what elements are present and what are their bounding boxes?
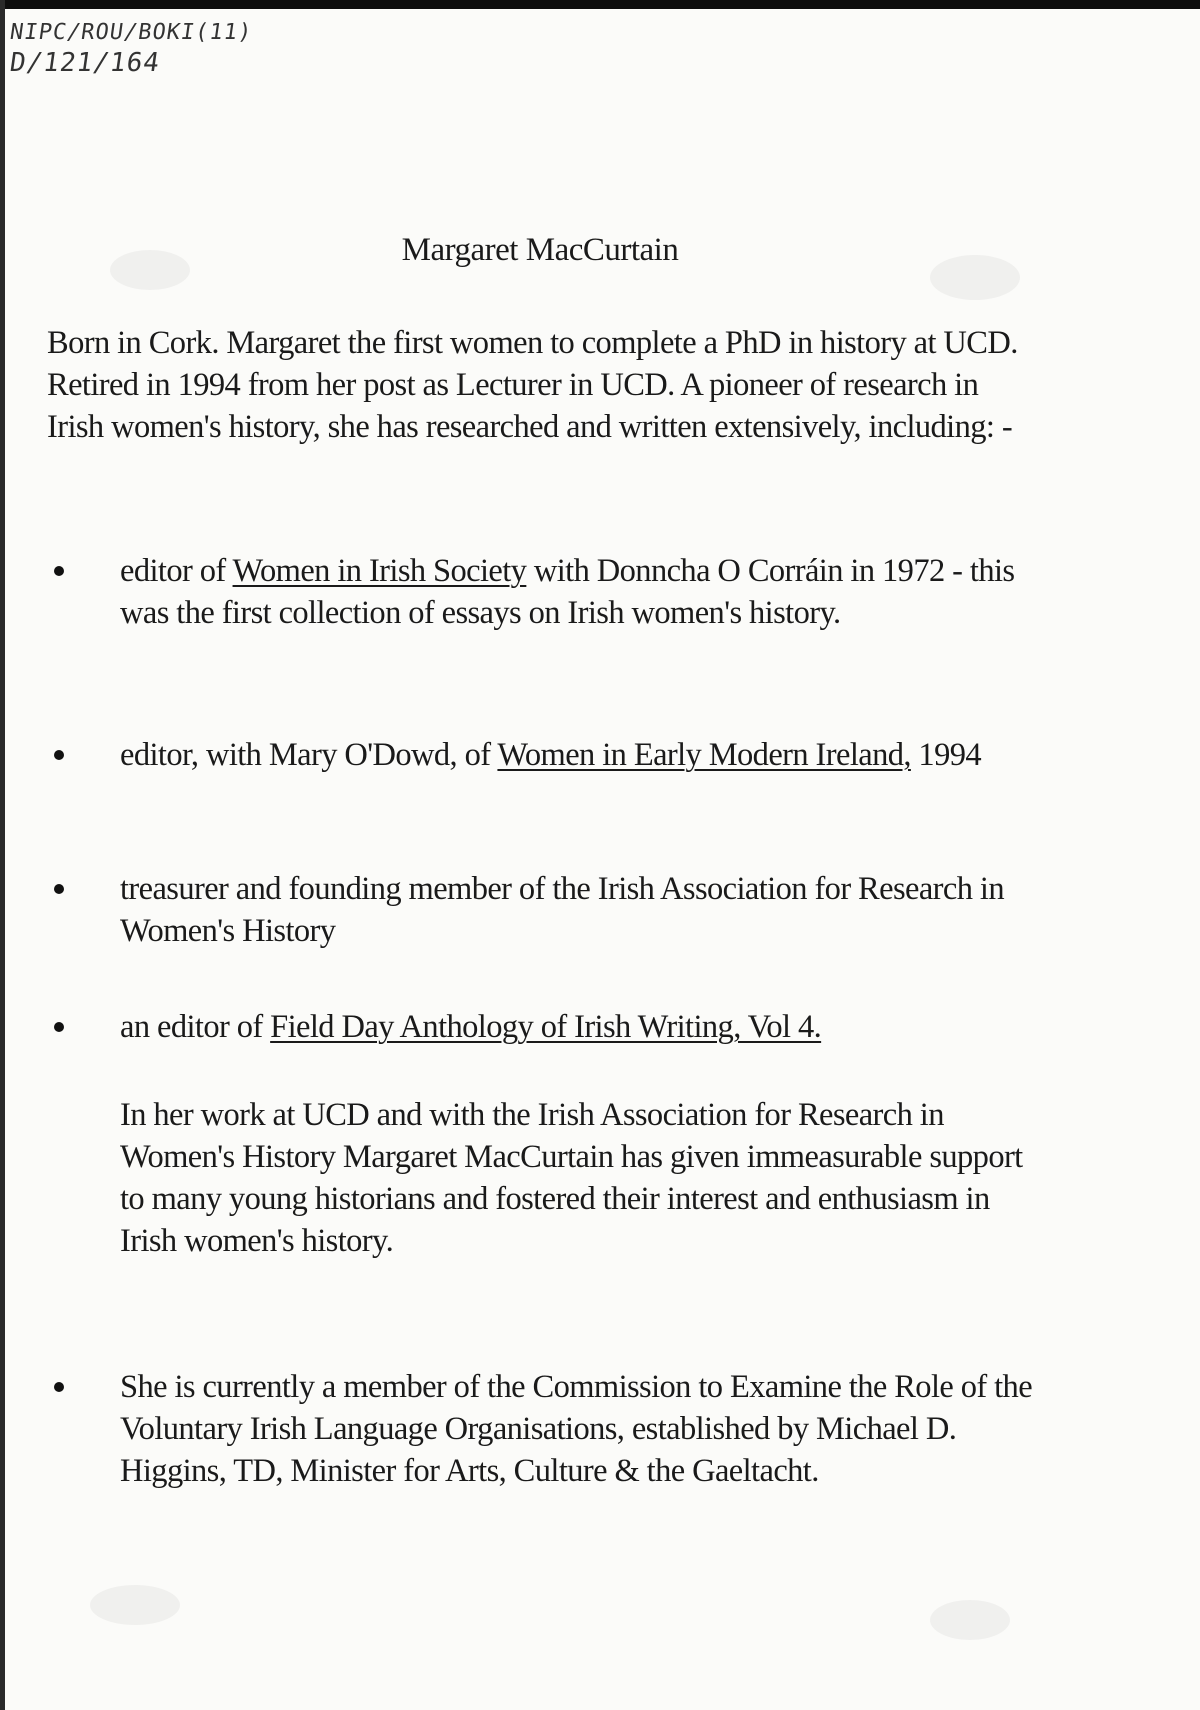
list-item — [120, 550, 1045, 634]
scan-smudge — [930, 1600, 1010, 1640]
list-item-text: editor, with Mary O'Dowd, of Women in Early Modern Ireland, 1994 — [120, 737, 982, 773]
list-item — [120, 1006, 1045, 1048]
list-item-text: editor of Women in Irish Society with Donncha O Corráin in 1972 - this was the first collection of essays on Irish women's history. — [120, 553, 1015, 631]
book-title: Field Day Anthology of Irish Writing, Vol 4. — [270, 1009, 822, 1045]
bullet-icon — [54, 750, 64, 760]
support-paragraph: In her work at UCD and with the Irish Association for Research in Women's History Margaret MacCurtain has given immeasurable support to many young historians and fostered their interest and enthusiasm in Irish women's history. — [120, 1097, 1023, 1259]
archive-reference-line-2: D/121/164 — [7, 48, 162, 78]
list-item — [120, 734, 1045, 776]
book-title: Women in Irish Society — [232, 553, 527, 589]
list-item-text: She is currently a member of the Commission to Examine the Role of the Voluntary Irish Language Organisations, established by Michael D. Higgins, TD, Minister for Arts, Culture & the Gaeltacht. — [120, 1369, 1033, 1489]
intro-paragraph: Born in Cork. Margaret the first women to complete a PhD in history at UCD. Retired in 1994 from her post as Lecturer in UCD. A pioneer of research in Irish women's history, she has researched and written extensively, including: - — [47, 325, 1018, 445]
archive-reference-line-1: NIPC/ROU/BOKI(11) — [8, 20, 254, 45]
list-item-text: an editor of Field Day Anthology of Irish Writing, Vol 4. — [120, 1009, 822, 1045]
list-item — [120, 1366, 1045, 1492]
scan-smudge — [90, 1585, 180, 1625]
scan-top-border — [0, 0, 1200, 9]
bullet-icon — [54, 566, 64, 576]
bullet-icon — [54, 1022, 64, 1032]
list-item-text: treasurer and founding member of the Irish Association for Research in Women's History — [120, 871, 1004, 949]
list-item — [120, 868, 1045, 952]
page-title: Margaret MacCurtain — [401, 232, 679, 268]
book-title: Women in Early Modern Ireland, — [497, 737, 911, 773]
bullet-icon — [54, 1382, 64, 1392]
bullet-icon — [54, 884, 64, 894]
